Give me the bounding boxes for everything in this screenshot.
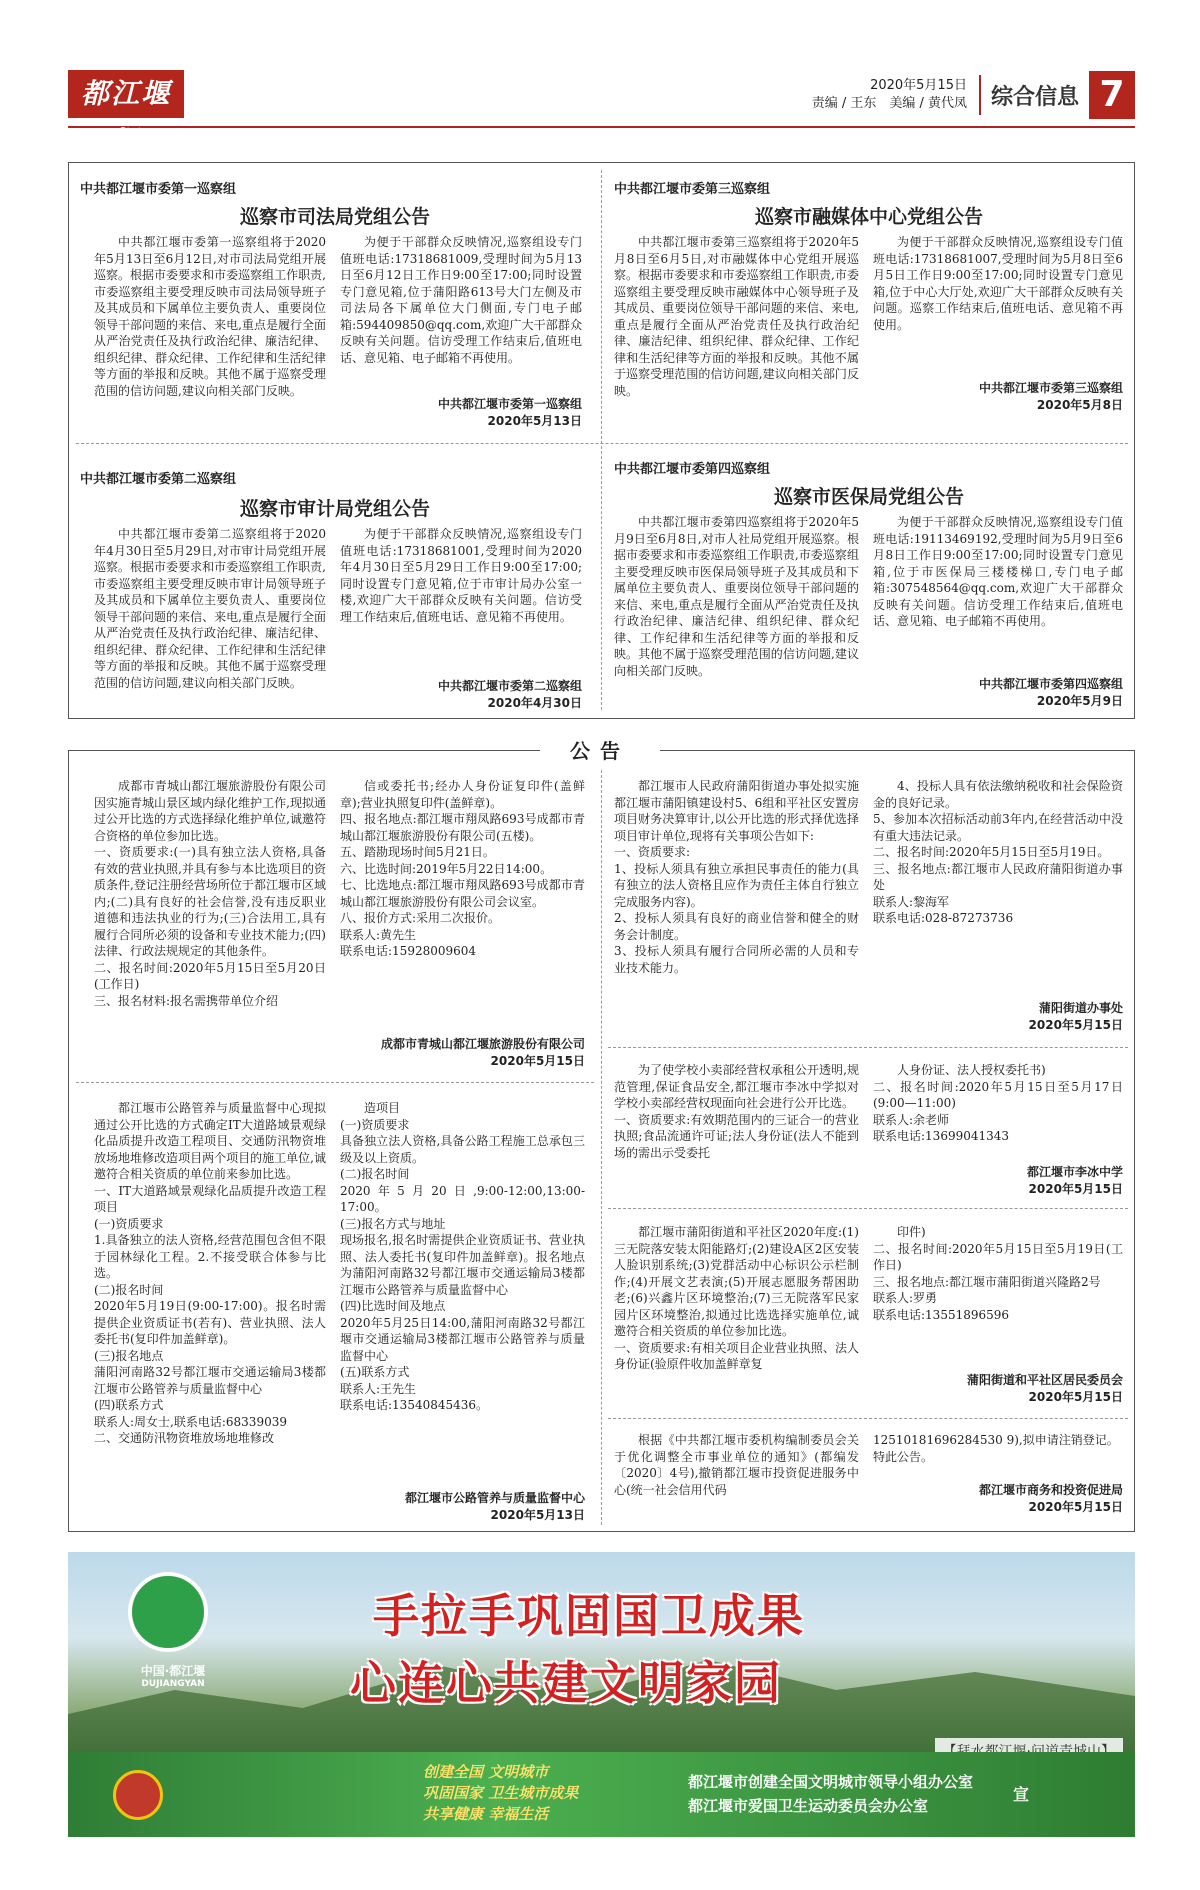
- header-divider: [979, 75, 981, 115]
- announcement-signature: 都江堰市商务和投资促进局 2020年5月15日: [978, 1483, 1123, 1514]
- strip-xuan: 宣: [1013, 1785, 1030, 1804]
- announcement-signature: 蒲阳街道和平社区居民委员会 2020年5月15日: [966, 1373, 1123, 1404]
- banner-slogan-1: 手拉手巩固国卫成果: [373, 1589, 805, 1643]
- announcement-signature: 成都市青城山都江堰旅游股份有限公司 2020年5月15日: [380, 1037, 585, 1068]
- announcement-signature: 蒲阳街道办事处 2020年5月15日: [1028, 1001, 1123, 1032]
- notice-body: 为便于干部群众反映情况,巡察组设专门值班电话:17318681001,受理时间为2020年4月30日至5月29日工作日9:00至17:00;同时设置专门意见箱,位于市审计局办公室一楼,欢迎广大干部群众反映有关问题。信访受理工作结束后,值班电话、意见箱不再使用。: [340, 527, 582, 624]
- notice-org: 中共都江堰市委第四巡察组: [614, 462, 771, 477]
- page-number: 7: [1089, 71, 1135, 119]
- announcement-body: 造项目 (一)资质要求 具备独立法人资格,具备公路工程施工总承包三级及以上资质。 (二)报名时间 2020年5月20日,9:00-12:00,13:00-17:00。 (三)报名方式与地址 现场报名,报名时需提供企业资质证书、营业执照、法人委托书(复印件加盖鲜章)。报名地点为蒲阳河南路32号都江堰市交通运输局3楼都江堰市公路管养与质量监督中心 (四)比选时间及地点 2020年5月25日14:00,蒲阳河南路32号都江堰市交通运输局3楼都江堰市公路管养与质量监督中心 (五)联系方式 联系人:王先生 联系电话:13540845436。: [340, 1101, 585, 1412]
- public-service-banner: [68, 1552, 1135, 1837]
- announce-divider-v: [601, 770, 602, 1525]
- notice-body: 为便于干部群众反映情况,巡察组设专门值班电话:17318681007,受理时间为5月8日至6月5日工作日9:00至17:00;同时设置专门意见箱,位于中心大厅处,欢迎广大干部群众反映有关问题。巡察工作结束后,值班电话、意见箱不再使用。: [873, 235, 1123, 332]
- notice-org: 中共都江堰市委第三巡察组: [614, 182, 771, 197]
- city-logo-caption: 中国·都江堰 DUJIANGYAN: [140, 1664, 206, 1689]
- header-meta: [812, 77, 967, 113]
- announcement-body: 都江堰市公路管养与质量监督中心现拟通过公开比选的方式确定IT大道路域景观绿化品质提升改造工程项目、交通防汛物资堆放场地堆修改造项目两个项目的施工单位,诚邀符合相关资质的单位前来参加比选。 一、IT大道路域景观绿化品质提升改造工程项目 (一)资质要求 1.具备独立的法人资格,经营范围包含但不限于园林绿化工程。2.不接受联合体参与比选。 (二)报名时间 2020年5月19日(9:00-17:00)。报名时需提供企业资质证书(若有)、营业执照、法人委托书(复印件加盖鲜章)。 (三)报名地点 蒲阳河南路32号都江堰市交通运输局3楼都江堰市公路管养与质量监督中心 (四)联系方式 联系人:周女士,联系电话:68339039 二、交通防汛物资堆放场地堆修改: [94, 1101, 326, 1445]
- notice-title: 巡察市医保局党组公告: [773, 486, 964, 508]
- strip-slogans: 创建全国 文明城市 巩固国家 卫生城市成果 共享健康 幸福生活: [423, 1763, 579, 1823]
- civilized-city-emblem-icon: [113, 1770, 163, 1820]
- notice-org: 中共都江堰市委第二巡察组: [80, 472, 237, 487]
- announcement-body: 都江堰市人民政府蒲阳街道办事处拟实施都江堰市蒲阳镇建设村5、6组和平社区安置房项目财务决算审计,以公开比选的形式择优选择项目审计单位,现将有关事项公告如下: 一、资质要求: 1、投标人须具有独立承担民事责任的能力(具有独立的法人资格且应作为责任主体自行独立完成服务内容)。 2、投标人须具有良好的商业信誉和健全的财务会计制度。 3、投标人须具有履行合同所必需的人员和专业技术能力。: [614, 779, 859, 975]
- announcement-body: 成都市青城山都江堰旅游股份有限公司因实施青城山景区域内绿化维护工作,现拟通过公开比选的方式选择绿化维护单位,诚邀符合资格的单位参加比选。 一、资质要求:(一)具有独立法人资格,具备有效的营业执照,并具有参与本比选项目的资质条件,登记注册经营场所位于都江堰市区域内;(二)具有良好的社会信誉,没有违反职业道德和违法执业的行为;(三)合法用工,具有履行合同所必须的设备和专业技术能力;(四)法律、行政法规规定的其他条件。 二、报名时间:2020年5月15日至5月20日(工作日) 三、报名材料:报名需携带单位介绍: [94, 779, 326, 1008]
- banner-footer-strip: [68, 1752, 1135, 1837]
- announcement-body: 为了使学校小卖部经营权承租公开透明,规范管理,保证食品安全,都江堰市李冰中学拟对学校小卖部经营权现面向社会进行公开比选。 一、资质要求:有效期范围内的三证合一的营业执照;食品流通许可证;法人身份证(法人不能到场的需出示受委托: [614, 1063, 859, 1160]
- announcement-body: 人身份证、法人授权委托书) 二、报名时间:2020年5月15日至5月17日(9:00—11:00) 联系人:余老师 联系电话:13699041343: [873, 1063, 1123, 1143]
- announcement-body: 信或委托书;经办人身份证复印件(盖鲜章);营业执照复印件(盖鲜章)。 四、报名地点:都江堰市翔凤路693号成都市青城山都江堰旅游股份有限公司(五楼)。 五、踏勘现场时间5月21日。 六、比选时间:2019年5月22日14:00。 七、比选地点:都江堰市翔凤路693号成都市青城山都江堰旅游股份有限公司会议室。 八、报价方式:采用二次报价。 联系人:黄先生 联系电话:15928009604: [340, 779, 585, 958]
- notice-body: 为便于干部群众反映情况,巡察组设专门值班电话:19113469192,受理时间为5月9日至6月8日工作日9:00至17:00;同时设置专门意见箱,位于市医保局三楼楼梯口,专门电子邮箱:307548564@qq.com,欢迎广大干部群众反映有关问题。信访受理工作结束后,值班电话、意见箱、电子邮箱不再使用。: [873, 515, 1123, 628]
- notice-signature: 中共都江堰市委第四巡察组 2020年5月9日: [978, 677, 1123, 708]
- notice-body: 为便于干部群众反映情况,巡察组设专门值班电话:17318681009,受理时间为5月13日至6月12日工作日9:00至17:00;同时设置专门意见箱,位于蒲阳路613号大门左侧及市司法局各下属单位大门侧面,专门电子邮箱:594409850@qq.com,欢迎广大干部群众反映有关问题。信访受理工作结束后,值班电话、意见箱、电子邮箱不再使用。: [340, 235, 582, 365]
- masthead: [68, 70, 1135, 158]
- notice-divider-h: [76, 443, 1128, 444]
- announce-divider: [608, 1208, 1128, 1209]
- announcements-heading: 公告: [540, 735, 660, 763]
- editors: 责编 / 王东 美编 / 黄代凤: [811, 96, 967, 111]
- announcement-signature: 都江堰市李冰中学 2020年5月15日: [1026, 1165, 1123, 1196]
- announce-divider: [76, 1082, 594, 1083]
- notice-body: 中共都江堰市委第一巡察组将于2020年5月13日至6月12日,对市司法局党组开展巡察。根据市委要求和市委巡察组工作职责,市委巡察组主要受理反映市司法局领导班子及其成员和下属单位主要负责人、重要岗位领导干部问题的来信、来电,重点是履行全面从严治党责任及执行政治纪律、廉洁纪律、组织纪律、群众纪律、工作纪律和生活纪律等方面的举报和反映。其他不属于巡察受理范围的信访问题,建议向相关部门反映。: [94, 235, 326, 398]
- section-name: 综合信息: [990, 84, 1079, 110]
- notice-body: 中共都江堰市委第三巡察组将于2020年5月8日至6月5日,对市融媒体中心党组开展巡察。根据市委要求和市委巡察组工作职责,市委巡察组主要受理反映市融媒体中心领导班子及其成员、重要岗位领导干部问题的来信、来电,重点是履行全面从严治党责任及执行政治纪律、廉洁纪律、组织纪律、群众纪律、工作纪律和生活纪律等方面的举报和反映。其他不属于巡察受理范围的信访问题,建议向相关部门反映。: [614, 235, 859, 398]
- announcement-body: 根据《中共都江堰市委机构编制委员会关于优化调整全市事业单位的通知》(都编发〔2020〕4号),撤销都江堰市投资促进服务中心(统一社会信用代码: [614, 1433, 859, 1497]
- notice-title: 巡察市融媒体中心党组公告: [754, 206, 983, 228]
- notice-body: 中共都江堰市委第二巡察组将于2020年4月30日至5月29日,对市审计局党组开展巡察。根据市委要求和市委巡察组工作职责,市委巡察组主要受理反映市审计局领导班子及其成员和下属单位主要负责人、重要岗位领导干部问题的来信、来电,重点是履行全面从严治党责任及执行政治纪律、廉洁纪律、组织纪律、群众纪律、工作纪律和生活纪律等方面的举报和反映。其他不属于巡察受理范围的信访问题,建议向相关部门反映。: [94, 527, 326, 690]
- header-right: [812, 70, 1135, 120]
- announcement-body: 4、投标人具有依法缴纳税收和社会保险资金的良好记录。 5、参加本次招标活动前3年内,在经营活动中没有重大违法记录。 二、报名时间:2020年5月15日至5月19日。 三、报名地点:都江堰市人民政府蒲阳街道办事处 联系人:黎海军 联系电话:028-87273736: [873, 779, 1123, 925]
- notice-signature: 中共都江堰市委第一巡察组 2020年5月13日: [437, 397, 582, 428]
- banner-slogan-2: 心连心共建文明家园: [350, 1656, 782, 1710]
- announcement-body: 12510181696284530 9),拟申请注销登记。 特此公告。: [873, 1433, 1119, 1464]
- notice-title: 巡察市司法局党组公告: [239, 206, 430, 228]
- notice-signature: 中共都江堰市委第二巡察组 2020年4月30日: [437, 679, 582, 710]
- announcement-body: 都江堰市蒲阳街道和平社区2020年度:(1)三无院落安装太阳能路灯;(2)建设A区2区安装人脸识别系统;(3)党群活动中心标识公示栏制作;(4)开展文艺表演;(5)开展志愿服务帮困助老;(6)兴鑫片区环境整治;(7)三无院落军民家园片区环境整治,拟通过比选选择实施单位,诚邀符合相关资质的单位参加比选。 一、资质要求:有相关项目企业营业执照、法人身份证(验原件收加盖鲜章复: [614, 1225, 859, 1371]
- notice-signature: 中共都江堰市委第三巡察组 2020年5月8日: [978, 381, 1123, 412]
- notice-org: 中共都江堰市委第一巡察组: [80, 182, 237, 197]
- issue-date: 2020年5月15日: [870, 78, 967, 93]
- city-logo-icon: [128, 1572, 208, 1652]
- announce-divider: [608, 1418, 1128, 1419]
- notice-title: 巡察市审计局党组公告: [239, 498, 430, 520]
- notice-divider-v: [601, 170, 602, 710]
- announcement-body: 印件) 二、报名时间:2020年5月15日至5月19日(工作日) 三、报名地点:都江堰市蒲阳街道兴隆路2号 联系人:罗勇 联系电话:13551896596: [873, 1225, 1123, 1322]
- announcement-signature: 都江堰市公路管养与质量监督中心 2020年5月13日: [404, 1491, 585, 1522]
- newspaper-logo: 都江堰报: [68, 70, 184, 118]
- announce-divider: [608, 1047, 1128, 1048]
- notice-body: 中共都江堰市委第四巡察组将于2020年5月9日至6月8日,对市人社局党组开展巡察。根据市委要求和市委巡察组工作职责,市委巡察组主要受理反映市医保局领导班子及其成员和下属单位主要负责人、重要岗位领导干部问题的来信、来电,重点是履行全面从严治党责任及执行政治纪律、廉洁纪律、组织纪律、群众纪律、工作纪律和生活纪律等方面的举报和反映。其他不属于巡察受理范围的信访问题,建议向相关部门反映。: [614, 515, 859, 678]
- strip-organizations: 都江堰市创建全国文明城市领导小组办公室 都江堰市爱国卫生运动委员会办公室: [688, 1773, 974, 1815]
